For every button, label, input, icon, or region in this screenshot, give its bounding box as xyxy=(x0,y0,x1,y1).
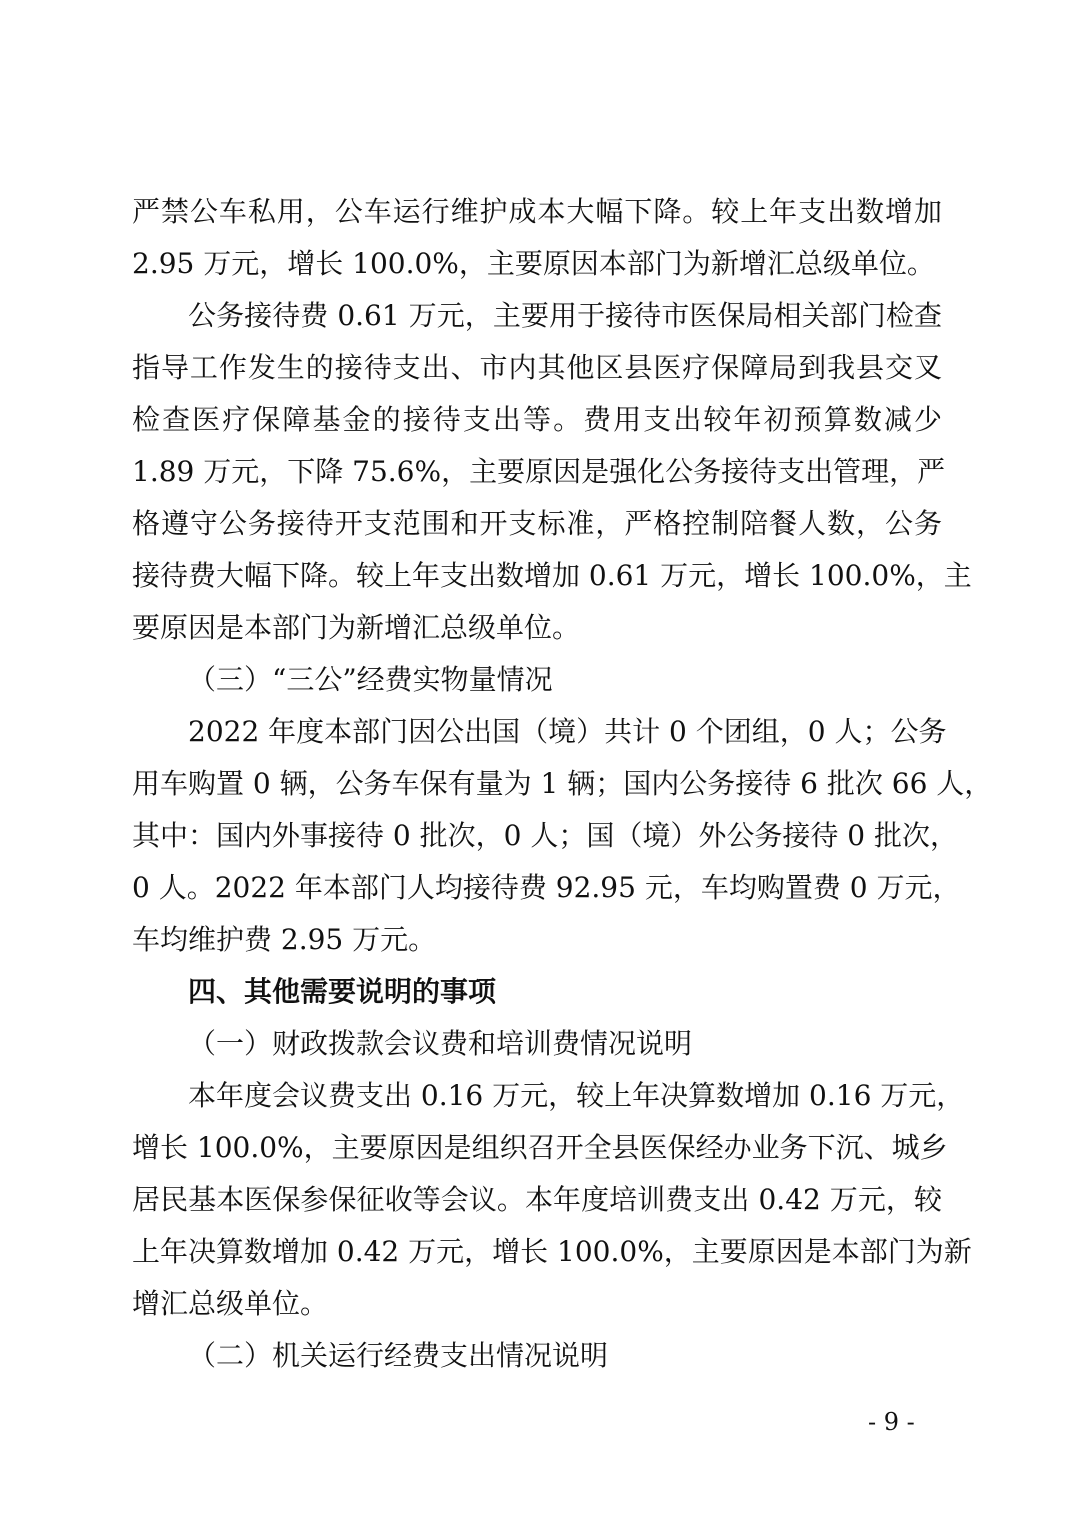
text-line: 接待费大幅下降。较上年支出数增加 0.61 万元，增长 100.0%，主 xyxy=(132,559,972,592)
text-line: 上年决算数增加 0.42 万元，增长 100.0%，主要原因是本部门为新 xyxy=(132,1235,972,1268)
paragraph-first-line: 本年度会议费支出 0.16 万元，较上年决算数增加 0.16 万元， xyxy=(188,1079,965,1112)
text-line: 格遵守公务接待开支范围和开支标准，严格控制陪餐人数，公务 xyxy=(132,507,942,540)
section-subheading: （一）财政拨款会议费和培训费情况说明 xyxy=(188,1027,693,1060)
text-line: 要原因是本部门为新增汇总级单位。 xyxy=(132,611,581,644)
page-number: - 9 - xyxy=(868,1408,915,1436)
text-line: 增汇总级单位。 xyxy=(132,1287,329,1320)
text-line: 车均维护费 2.95 万元。 xyxy=(132,923,437,956)
paragraph-first-line: 2022 年度本部门因公出国（境）共计 0 个团组，0 人；公务 xyxy=(188,715,947,748)
section-subheading: （三）“三公”经费实物量情况 xyxy=(188,663,553,696)
text-line: 0 人。2022 年本部门人均接待费 92.95 元，车均购置费 0 万元， xyxy=(132,871,961,904)
text-line: 指导工作发生的接待支出、市内其他区县医疗保障局到我县交叉 xyxy=(132,351,942,384)
text-line: 1.89 万元，下降 75.6%，主要原因是强化公务接待支出管理，严 xyxy=(132,455,946,488)
text-line: 检查医疗保障基金的接待支出等。费用支出较年初预算数减少 xyxy=(132,403,942,436)
paragraph-first-line: 公务接待费 0.61 万元，主要用于接待市医保局相关部门检查 xyxy=(188,299,942,332)
section-subheading: （二）机关运行经费支出情况说明 xyxy=(188,1339,609,1372)
text-line: 用车购置 0 辆，公务车保有量为 1 辆；国内公务接待 6 批次 66 人， xyxy=(132,767,993,800)
text-line: 严禁公车私用，公车运行维护成本大幅下降。较上年支出数增加 xyxy=(132,195,942,228)
text-line: 2.95 万元，增长 100.0%，主要原因本部门为新增汇总级单位。 xyxy=(132,247,935,280)
text-line: 其中：国内外事接待 0 批次，0 人；国（境）外公务接待 0 批次， xyxy=(132,819,958,852)
text-line: 增长 100.0%，主要原因是组织召开全县医保经办业务下沉、城乡 xyxy=(132,1131,948,1164)
section-heading: 四、其他需要说明的事项 xyxy=(188,975,497,1008)
text-line: 居民基本医保参保征收等会议。本年度培训费支出 0.42 万元，较 xyxy=(132,1183,942,1216)
